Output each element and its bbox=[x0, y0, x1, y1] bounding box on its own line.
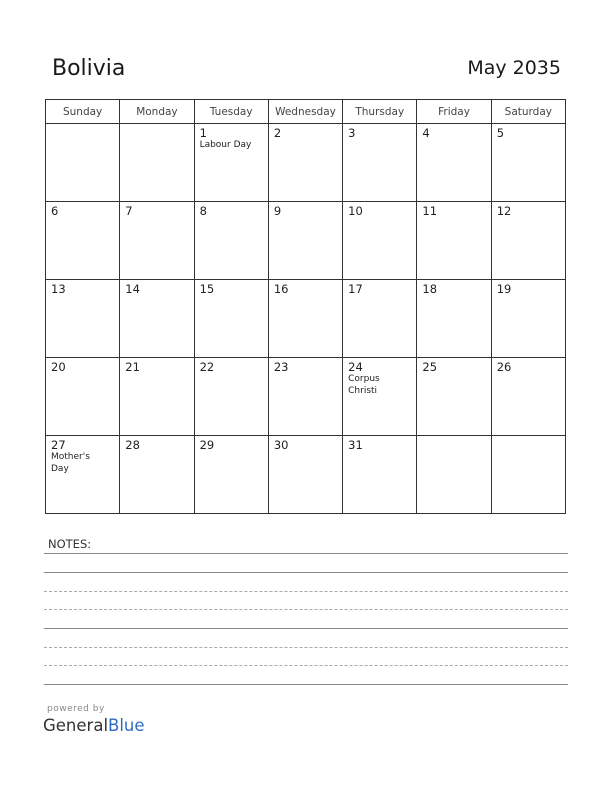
day-cell bbox=[268, 358, 342, 436]
day-number: 17 bbox=[348, 282, 363, 296]
day-number: 24 bbox=[348, 360, 363, 374]
day-cell bbox=[46, 436, 120, 514]
calendar-grid bbox=[45, 99, 566, 514]
day-number: 21 bbox=[125, 360, 140, 374]
weekday-saturday: Saturday bbox=[491, 100, 565, 124]
holiday-label: Corpus Christi bbox=[348, 374, 380, 396]
day-number: 9 bbox=[273, 204, 282, 218]
day-number: 19 bbox=[496, 282, 512, 296]
notes-label: NOTES: bbox=[48, 537, 92, 551]
day-number: 16 bbox=[273, 282, 289, 296]
weekday-header-row bbox=[46, 100, 566, 124]
weekday-sunday: Sunday bbox=[46, 100, 120, 124]
day-number: 13 bbox=[51, 282, 66, 296]
day-cell bbox=[46, 124, 120, 202]
day-number bbox=[417, 436, 490, 438]
day-number bbox=[46, 124, 119, 126]
holiday-label: Labour Day bbox=[199, 140, 252, 150]
day-number: 31 bbox=[348, 438, 363, 452]
day-cell bbox=[417, 436, 491, 514]
day-number: 18 bbox=[422, 282, 438, 296]
day-cell bbox=[343, 202, 417, 280]
powered-by-text: powered by bbox=[47, 704, 105, 714]
day-cell bbox=[491, 436, 565, 514]
day-number: 28 bbox=[125, 438, 140, 452]
weekday-monday: Monday bbox=[120, 100, 194, 124]
day-number: 14 bbox=[125, 282, 140, 296]
week-row bbox=[46, 436, 566, 514]
day-number: 29 bbox=[199, 438, 215, 452]
week-row bbox=[46, 358, 566, 436]
day-cell bbox=[491, 202, 565, 280]
day-number: 15 bbox=[199, 282, 215, 296]
day-cell bbox=[194, 280, 268, 358]
day-number bbox=[492, 436, 565, 438]
day-cell bbox=[417, 280, 491, 358]
day-cell bbox=[491, 358, 565, 436]
holiday-label: Mother's Day bbox=[51, 452, 90, 474]
brand-blue: Blue bbox=[108, 716, 145, 735]
day-cell bbox=[343, 436, 417, 514]
day-cell bbox=[268, 436, 342, 514]
day-cell bbox=[194, 202, 268, 280]
day-number: 23 bbox=[273, 360, 289, 374]
day-cell bbox=[46, 280, 120, 358]
day-cell bbox=[120, 280, 194, 358]
day-cell bbox=[194, 436, 268, 514]
day-cell bbox=[268, 124, 342, 202]
notes-line bbox=[44, 591, 568, 592]
day-number: 2 bbox=[273, 126, 282, 140]
notes-line bbox=[44, 647, 568, 648]
day-number: 5 bbox=[496, 126, 505, 140]
day-number: 8 bbox=[199, 204, 207, 218]
day-cell bbox=[491, 124, 565, 202]
day-cell bbox=[46, 202, 120, 280]
day-number: 1 bbox=[199, 126, 207, 140]
day-cell bbox=[268, 202, 342, 280]
day-cell bbox=[268, 280, 342, 358]
notes-line bbox=[44, 553, 568, 554]
day-number: 30 bbox=[273, 438, 289, 452]
notes-line bbox=[44, 572, 568, 573]
day-cell bbox=[343, 124, 417, 202]
day-cell bbox=[417, 124, 491, 202]
day-number: 3 bbox=[348, 126, 356, 140]
day-number: 27 bbox=[51, 438, 66, 452]
day-cell bbox=[120, 202, 194, 280]
weekday-thursday: Thursday bbox=[343, 100, 417, 124]
day-cell bbox=[491, 280, 565, 358]
day-number: 4 bbox=[422, 126, 430, 140]
day-number: 25 bbox=[422, 360, 438, 374]
day-number: 26 bbox=[496, 360, 512, 374]
day-number: 7 bbox=[125, 204, 133, 218]
day-cell bbox=[120, 436, 194, 514]
month-year-title: May 2035 bbox=[467, 57, 561, 79]
day-number: 6 bbox=[51, 204, 59, 218]
week-row bbox=[46, 202, 566, 280]
generalblue-logo bbox=[43, 716, 145, 735]
day-number: 12 bbox=[496, 204, 512, 218]
notes-line bbox=[44, 628, 568, 629]
day-cell bbox=[417, 202, 491, 280]
day-cell bbox=[343, 280, 417, 358]
day-number: 11 bbox=[422, 204, 438, 218]
day-number: 20 bbox=[51, 360, 66, 374]
day-cell bbox=[120, 124, 194, 202]
weekday-wednesday: Wednesday bbox=[268, 100, 342, 124]
day-cell bbox=[46, 358, 120, 436]
notes-line bbox=[44, 684, 568, 685]
day-cell bbox=[343, 358, 417, 436]
day-number: 22 bbox=[199, 360, 215, 374]
day-number bbox=[120, 124, 193, 126]
notes-line bbox=[44, 609, 568, 610]
week-row bbox=[46, 280, 566, 358]
day-cell bbox=[417, 358, 491, 436]
day-number: 10 bbox=[348, 204, 363, 218]
notes-line bbox=[44, 665, 568, 666]
weekday-friday: Friday bbox=[417, 100, 491, 124]
brand-general: General bbox=[43, 716, 109, 735]
day-cell bbox=[120, 358, 194, 436]
country-title: Bolivia bbox=[52, 56, 126, 81]
day-cell bbox=[194, 124, 268, 202]
week-row bbox=[46, 124, 566, 202]
weekday-tuesday: Tuesday bbox=[194, 100, 268, 124]
day-cell bbox=[194, 358, 268, 436]
